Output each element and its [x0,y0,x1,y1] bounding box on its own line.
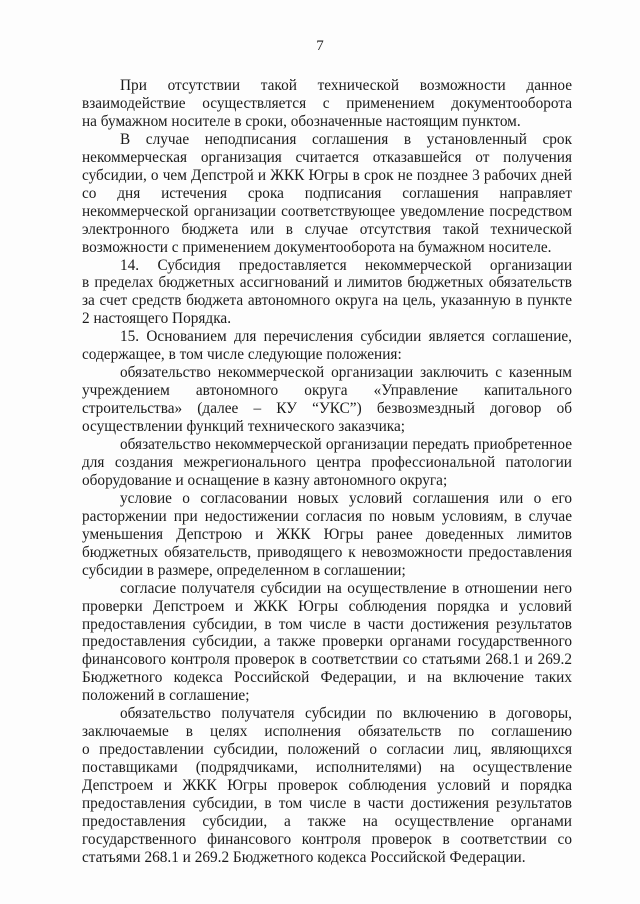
page-number: 7 [316,38,324,54]
text-line: обязательство некоммерческой организации передать приобретенное [120,436,572,453]
text-line: 15. Основанием для перечисления субсидии является соглашение, [120,328,572,346]
text-line: Депстроем и ЖКК Югры проверок соблюдения условий и порядка [82,777,572,794]
text-line: При отсутствии такой технической возможности данное [120,77,572,94]
text-line: обязательство некоммерческой организации заключить с казенным [120,364,572,382]
text-line: предоставления субсидии, в том числе в части достижения результатов [82,795,572,812]
text-line: некоммерческая организация считается отказавшейся от получения [82,148,572,166]
text-line: проверки Депстроем и ЖКК Югры соблюдения порядка и условий [82,597,572,615]
text-line: В случае неподписания соглашения в установленный срок [120,130,572,148]
text-line: условие о согласовании новых условий соглашения или о его [120,489,572,507]
text-line: взаимодействие осуществляется с применением документооборота [82,95,572,112]
text-line: в пределах бюджетных ассигнований и лимитов бюджетных обязательств [82,274,572,292]
text-line: заключаемые в целях исполнения обязательств по соглашению [82,723,572,741]
text-line: обязательство получателя субсидии по включению в договоры, [120,705,572,723]
text-line: субсидии в размере, определенном в соглашении; [82,561,406,579]
text-line: предоставления субсидии, а также на осуществление органами [82,812,572,830]
text-line: учреждением автономного округа «Управление капитального [82,382,572,400]
text-line: электронного бюджета или в случае отсутствия такой технической [82,220,572,238]
text-line: строительства» (далее – КУ “УКС”) безвозмездный договор об [82,400,572,418]
text-line: поставщиками (подрядчиками, исполнителями) на осуществление [82,759,572,777]
text-line: осуществлении функций технического заказчика; [82,418,405,436]
text-line: предоставления субсидии, а также проверки органами государственного [82,633,572,651]
text-line: возможности с применением документооборота на бумажном носителе. [82,238,552,256]
text-line: о предоставлении субсидии, положений о согласии лиц, являющихся [82,741,572,759]
text-line: субсидии, о чем Депстрой и ЖКК Югры в срок не позднее 3 рабочих дней [82,166,572,184]
text-line: 2 настоящего Порядка. [82,310,232,328]
text-line: предоставления субсидии, в том числе в части достижения результатов [82,615,572,633]
text-line: со дня истечения срока подписания соглашения направляет [82,184,572,202]
text-line: 14. Субсидия предоставляется некоммерческой организации [120,256,572,274]
text-line: расторжении при недостижении согласия по новым условиям, в случае [82,507,572,525]
text-line: согласие получателя субсидии на осуществление в отношении него [120,579,572,597]
text-line: статьями 268.1 и 269.2 Бюджетного кодекса Российской Федерации. [82,848,526,866]
text-line: содержащее, в том числе следующие положения: [82,346,402,364]
text-line: Бюджетного кодекса Российской Федерации, и на включение таких [82,669,572,687]
text-line: государственного финансового контроля проверок в соответствии со [82,830,572,848]
text-line: за счет средств бюджета автономного округа на цель, указанную в пункте [82,292,572,310]
text-line: оборудование и оснащение в казну автономного округа; [82,471,448,489]
text-line: положений в соглашение; [82,687,250,705]
text-line: уменьшения Депстрою и ЖКК Югры ранее доведенных лимитов [82,525,572,543]
text-line: бюджетных обязательств, приводящего к невозможности предоставления [82,543,572,561]
text-line: на бумажном носителе в сроки, обозначенные настоящим пунктом. [82,112,521,130]
text-line: некоммерческой организации соответствующее уведомление посредством [82,202,572,220]
text-line: финансового контроля проверок в соответствии со статьями 268.1 и 269.2 [82,651,572,669]
text-line: для создания межрегионального центра профессиональной патологии [82,453,572,471]
